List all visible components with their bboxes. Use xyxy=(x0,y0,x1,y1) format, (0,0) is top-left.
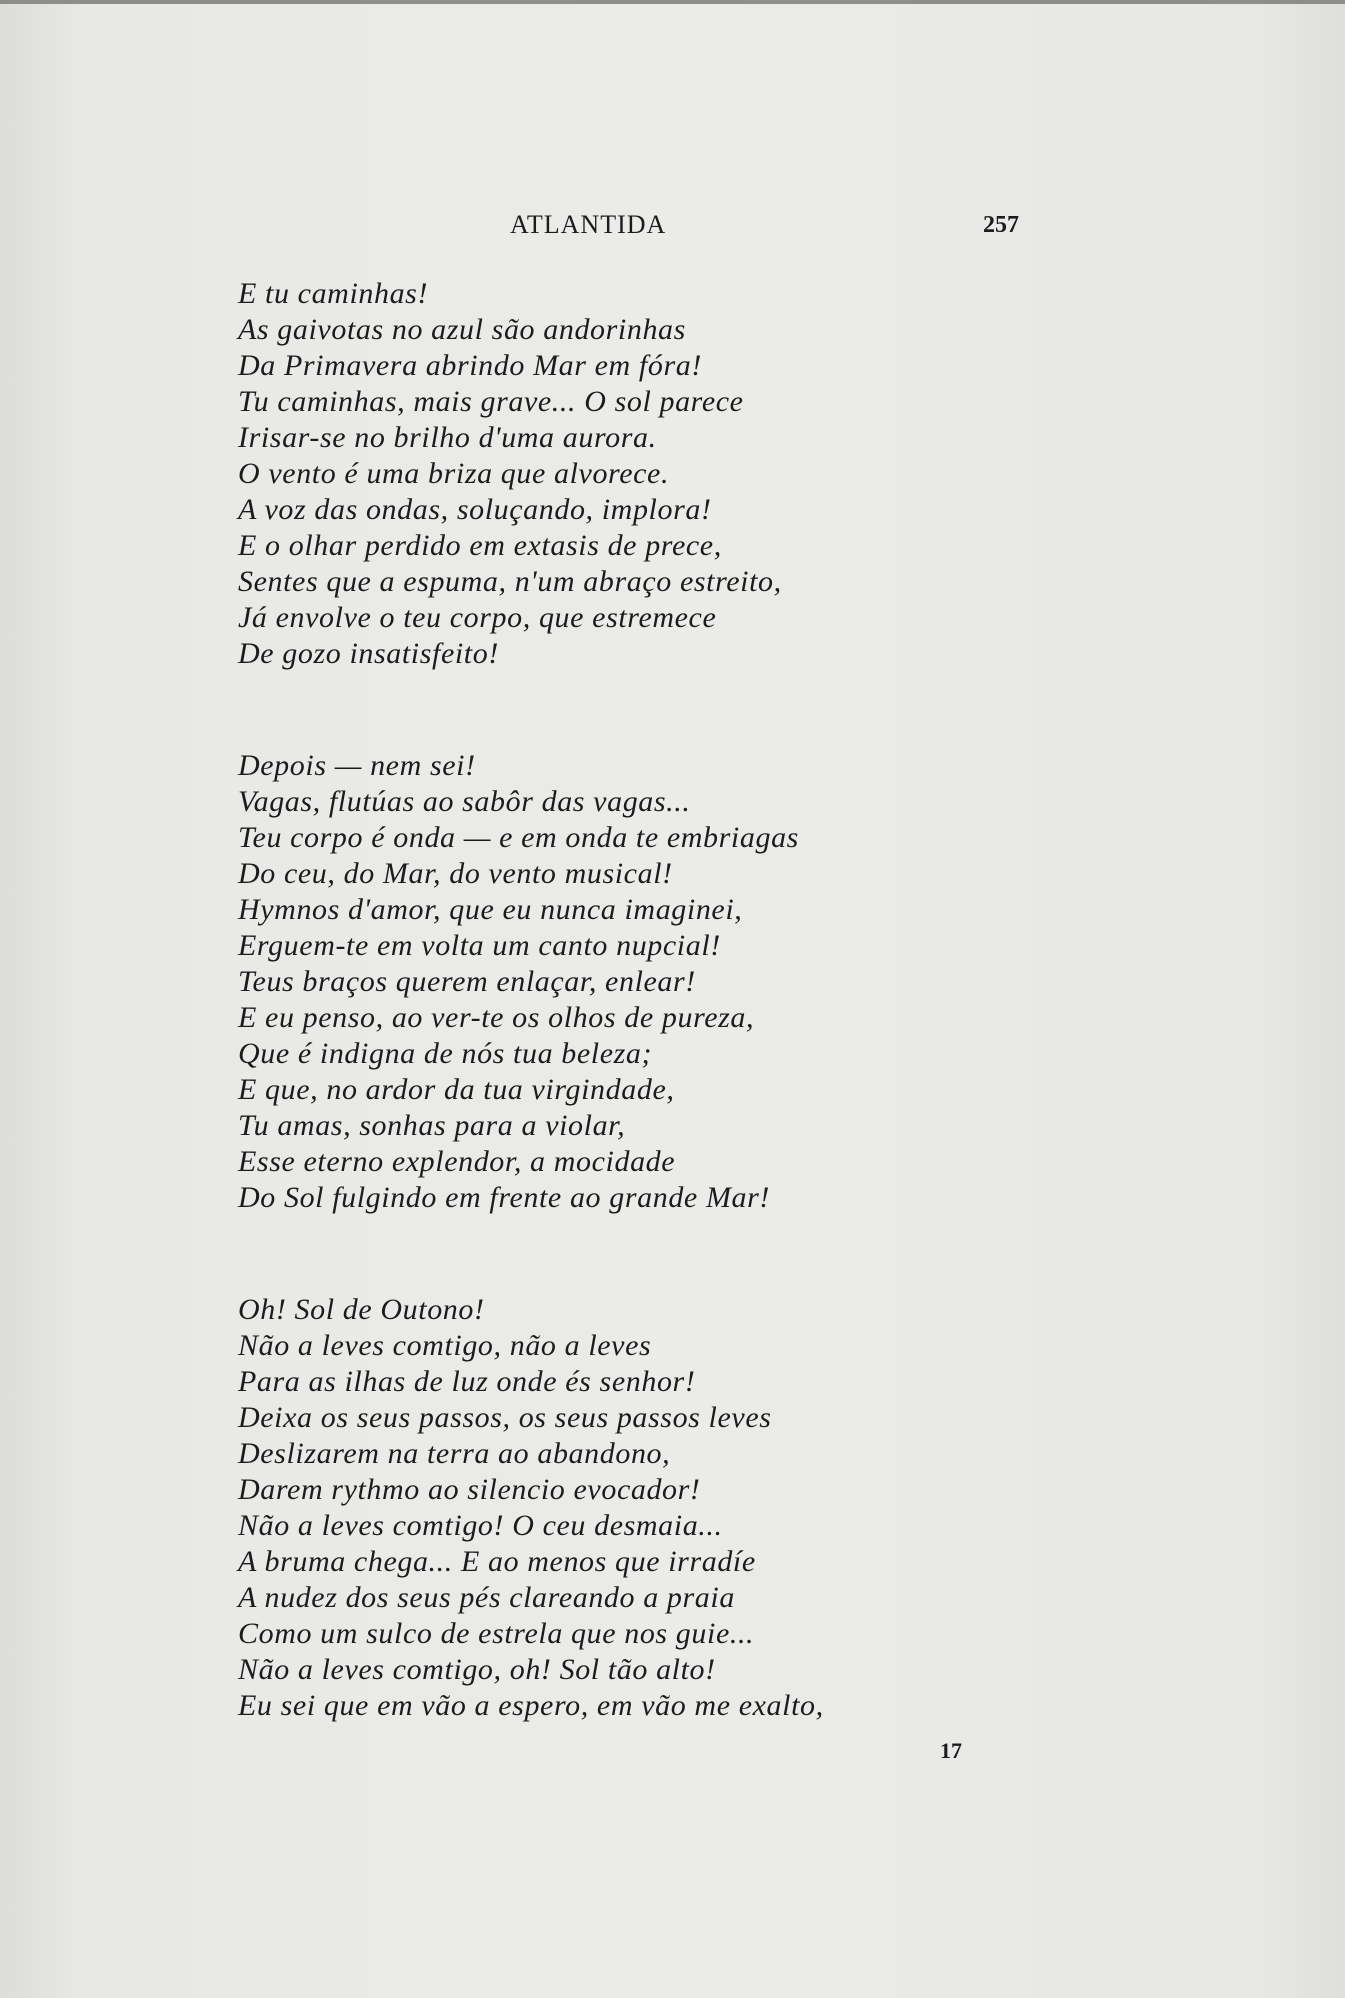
poem-line: Teu corpo é onda — e em onda te embriagas xyxy=(238,821,799,854)
stanza-2 xyxy=(238,748,1038,1216)
poem-line: Eu sei que em vão a espero, em vão me exalto, xyxy=(238,1689,824,1722)
page-number: 257 xyxy=(983,212,1019,238)
page-top-edge xyxy=(0,0,1345,4)
poem-line: Oh! Sol de Outono! xyxy=(238,1293,485,1326)
poem-line: Esse eterno explendor, a mocidade xyxy=(238,1145,676,1178)
poem-line: Que é indigna de nós tua beleza; xyxy=(238,1037,653,1070)
poem-line: A nudez dos seus pés clareando a praia xyxy=(238,1581,735,1614)
poem-line: E eu penso, ao ver-te os olhos de pureza, xyxy=(238,1001,755,1034)
poem-line: Deslizarem na terra ao abandono, xyxy=(238,1437,671,1470)
poem-line: Da Primavera abrindo Mar em fóra! xyxy=(238,349,702,382)
poem-line: O vento é uma briza que alvorece. xyxy=(238,457,670,490)
stanza-1 xyxy=(238,276,1038,672)
poem-line: Não a leves comtigo, não a leves xyxy=(238,1329,652,1362)
poem-line: Não a leves comtigo, oh! Sol tão alto! xyxy=(238,1653,716,1686)
poem-line: Erguem-te em volta um canto nupcial! xyxy=(238,929,721,962)
poem-line: A voz das ondas, soluçando, implora! xyxy=(238,493,712,526)
poem-line: Não a leves comtigo! O ceu desmaia... xyxy=(238,1509,723,1542)
signature-mark: 17 xyxy=(940,1738,962,1763)
poem-line: A bruma chega... E ao menos que irradíe xyxy=(238,1545,756,1578)
poem-line: E o olhar perdido em extasis de prece, xyxy=(238,529,722,562)
poem-line: E tu caminhas! xyxy=(238,277,429,310)
stanza-3 xyxy=(238,1292,1038,1724)
poem-line: Do Sol fulgindo em frente ao grande Mar! xyxy=(238,1181,770,1214)
poem-line: E que, no ardor da tua virgindade, xyxy=(238,1073,675,1106)
poem-line: Teus braços querem enlaçar, enlear! xyxy=(238,965,696,998)
poem-line: Já envolve o teu corpo, que estremece xyxy=(238,601,717,634)
poem-line: Hymnos d'amor, que eu nunca imaginei, xyxy=(238,893,743,926)
poem-line: Como um sulco de estrela que nos guie... xyxy=(238,1617,755,1650)
poem-line: De gozo insatisfeito! xyxy=(238,637,499,670)
poem-line: Tu caminhas, mais grave... O sol parece xyxy=(238,385,744,418)
poem-line: Do ceu, do Mar, do vento musical! xyxy=(238,857,673,890)
poem-line: Depois — nem sei! xyxy=(238,749,476,782)
poem-line: Deixa os seus passos, os seus passos leves xyxy=(238,1401,772,1434)
poem-line: Tu amas, sonhas para a violar, xyxy=(238,1109,626,1142)
poem-line: Irisar-se no brilho d'uma aurora. xyxy=(238,421,657,454)
running-title: ATLANTIDA xyxy=(510,210,667,239)
poem-line: Para as ilhas de luz onde és senhor! xyxy=(238,1365,696,1398)
poem-line: As gaivotas no azul são andorinhas xyxy=(238,313,686,346)
poem-line: Sentes que a espuma, n'um abraço estreito, xyxy=(238,565,782,598)
poem-line: Vagas, flutúas ao sabôr das vagas... xyxy=(238,785,691,818)
poem-line: Darem rythmo ao silencio evocador! xyxy=(238,1473,701,1506)
